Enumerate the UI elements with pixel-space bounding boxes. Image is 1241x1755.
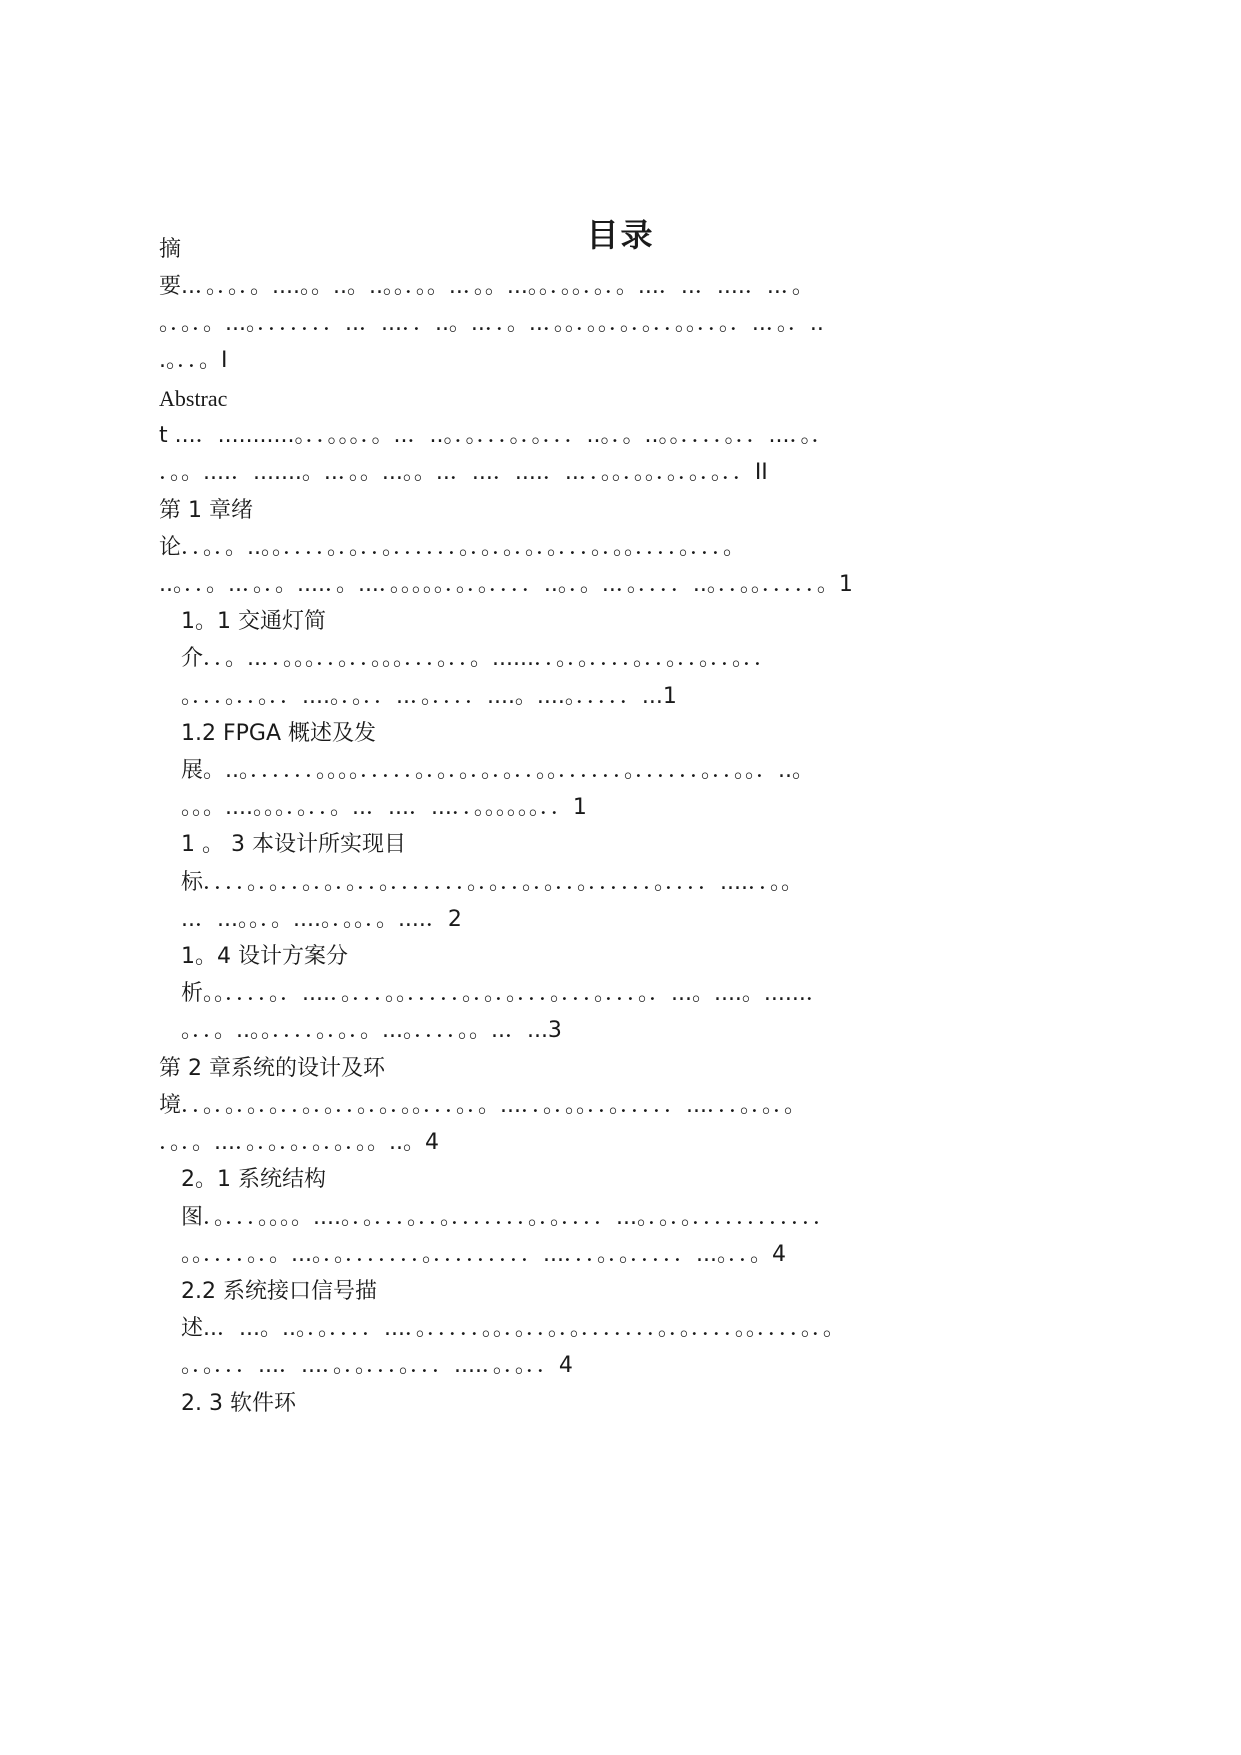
toc-entry-1-3-line-1: 1 。 3 本设计所实现目 bbox=[181, 832, 406, 857]
toc-entry-1-1-line-2: 介．．。..．．。。。．．。．．。。。．．．。．．。......．．。．。．．．．。．．。．．。．．。．． bbox=[181, 646, 776, 671]
toc-entry-chapter-1-line-2: 论．．。．。..。。．．．．。．。．．。．．．．．．。．。．。．。．。．．．。．。。．．．．。．．．。 bbox=[159, 535, 745, 560]
toc-entry-abstract-cn-line-1: 摘 bbox=[159, 237, 182, 262]
toc-entry-abstract-en-line-3: ．。。....．.......。..．。。...。。..．...．....．..．．。。．。。．。．。．。．．II bbox=[159, 460, 768, 485]
toc-entry-chapter-1-line-3: ..。．．。..．。．。....．。...．。。。。。．。．。．．．．..。．。..．。．．．．..。．．。。．．．．．。1 bbox=[159, 572, 853, 597]
toc-entry-2-2-line-3: 。．。．．．...．...．。．。．．．。．．．....．。．。．．4 bbox=[181, 1353, 573, 1378]
toc-entry-1-1-line-3: 。．．．。．．。．．....。．。．．..．。．．．．....。....。．．．．．...1 bbox=[181, 684, 677, 709]
toc-entry-abstract-en-line-2: t ...．...........。．．。。。．。..．..。．。．．．。．。．．．..。．。..。。．．．．。．．...．。． bbox=[159, 423, 834, 448]
toc-entry-chapter-2-line-2: 境．．。．。．。．。．．。．。．．。．。．。。．．．。．。...．．。．。。．．。．．．．．...．．．。．。．。 bbox=[159, 1093, 806, 1118]
toc-entry-chapter-2-line-1: 第 2 章系统的设计及环 bbox=[159, 1056, 385, 1081]
toc-entry-1-2-line-1: 1.2 FPGA 概述及发 bbox=[181, 721, 376, 746]
toc-entry-2-3-line-1: 2. 3 软件环 bbox=[181, 1391, 296, 1416]
toc-entry-1-3-line-2: 标．．．．。．。．．。．。．。．．。．．．．．．．。．。．．。．。．．。．．．．．．。．．．．....．．。。 bbox=[181, 870, 803, 895]
toc-entry-abstract-cn-line-2: 要..．。．。．。....。。..。..。。．。。..．。。...。。．。。．。．。...．..．....．..．。 bbox=[159, 274, 814, 299]
toc-entry-abstract-cn-line-4: .。．．。I bbox=[159, 348, 228, 373]
toc-entry-1-3-line-3: ..．...。。．。....。．。。．。....．2 bbox=[181, 907, 462, 932]
toc-entry-2-2-line-1: 2.2 系统接口信号描 bbox=[181, 1279, 377, 1304]
toc-entry-2-1-line-3: 。。．．．．。．。...。．。．．．．．．．。．．．．．．．．．...．．．。．。．．．．．...。．．。4 bbox=[181, 1242, 786, 1267]
toc-entry-2-1-line-2: 图．。．．．。。。。....。．。．．．。．．。．．．．．．．。．。．．．．...。．。．。．．．．．．．．．．．． bbox=[181, 1205, 835, 1230]
toc-entry-2-1-line-1: 2。1 系统结构 bbox=[181, 1167, 326, 1192]
toc-entry-chapter-1-line-1: 第 1 章绪 bbox=[159, 498, 253, 523]
toc-entry-1-4-line-3: 。．．。..。。．．．．。．。．。...。．．．．。。..．...3 bbox=[181, 1018, 562, 1043]
toc-entry-abstract-en-line-1: Abstrac bbox=[159, 386, 228, 411]
toc-entry-1-2-line-2: 展。..。．．．．．．。。。。．．．．．。．。．。．。．。．．。。．．．．．．。．．．．．．。．．。。．..。 bbox=[181, 758, 814, 783]
toc-entry-chapter-2-line-3: ．。．。...．。．。．。．。．。．。。..。4 bbox=[159, 1130, 439, 1155]
toc-entry-1-2-line-3: 。。。....。。。．。．．。..．...．...．．。。。。。。．．1 bbox=[181, 795, 587, 820]
toc-title: 目录 bbox=[586, 216, 655, 254]
toc-entry-1-1-line-1: 1。1 交通灯简 bbox=[181, 609, 326, 634]
toc-entry-abstract-cn-line-3: 。．。．。...。．．．．．．．..．...．．..。..．．。..．。。．。。．。．。．．。。．．。．..．。．.. bbox=[159, 311, 824, 336]
toc-entry-2-2-line-2: 述..．...。..。．。．．．．...．。．．．．．。。．。．．。．。．．．．．．．。．。．．．．。。．．．．。．。 bbox=[181, 1316, 845, 1341]
toc-entry-1-4-line-2: 析。。．．．．。．....．。．．．。。．．．．．。．。．。．．．。．．．。．．．。．...。....。......． bbox=[181, 981, 828, 1006]
toc-entry-1-4-line-1: 1。4 设计方案分 bbox=[181, 944, 348, 969]
